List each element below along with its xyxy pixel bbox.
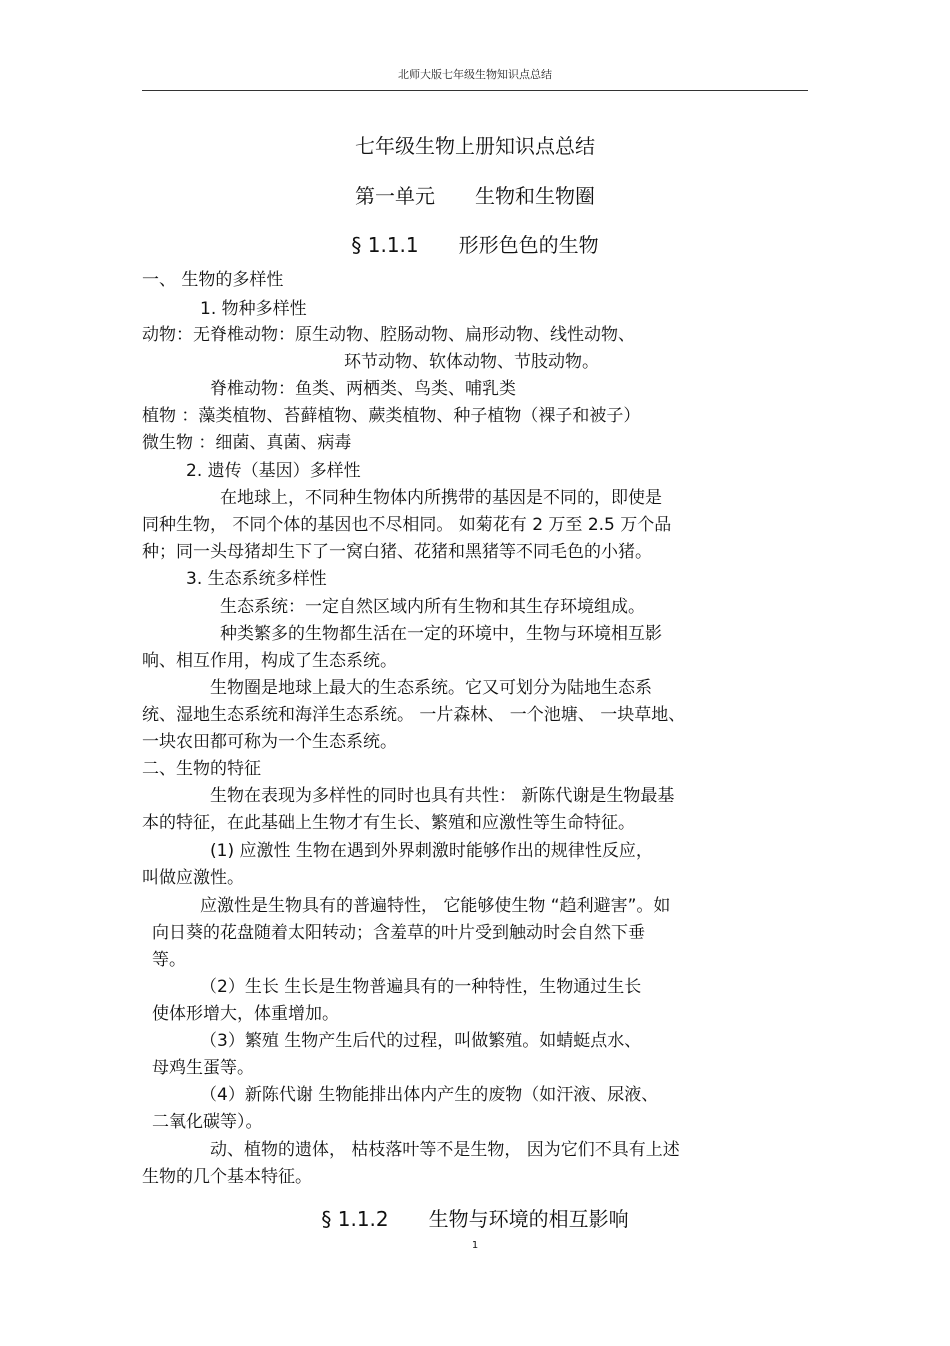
text-line: 种类繁多的生物都生活在一定的环境中，生物与环境相互影: [220, 624, 662, 644]
text-line: 植物 ：藻类植物、苔藓植物、蕨类植物、种子植物（裸子和被子）: [142, 406, 641, 426]
text-line: 环节动物、软体动物、节肢动物。: [344, 352, 599, 372]
text-line: 一、 生物的多样性: [142, 270, 284, 290]
unit-heading: [0, 180, 950, 209]
text-line: 本的特征，在此基础上生物才有生长、繁殖和应激性等生命特征。: [142, 813, 635, 833]
text-line: （2）生长 生长是生物普遍具有的一种特性，生物通过生长: [200, 977, 642, 997]
text-line: 向日葵的花盘随着太阳转动；含羞草的叶片受到触动时会自然下垂: [152, 923, 645, 943]
text-line: (1) 应激性 生物在遇到外界刺激时能够作出的规律性反应，: [210, 841, 653, 861]
text-line: 一块农田都可称为一个生态系统。: [142, 732, 397, 752]
text-line: （4）新陈代谢 生物能排出体内产生的废物（如汗液、尿液、: [200, 1085, 659, 1105]
text-line: 动、植物的遗体， 枯枝落叶等不是生物， 因为它们不具有上述: [210, 1140, 680, 1160]
text-line: 二氧化碳等）。: [152, 1112, 263, 1132]
text-line: 二、生物的特征: [142, 759, 261, 779]
text-line: 脊椎动物：鱼类、两栖类、鸟类、哺乳类: [210, 379, 516, 399]
page-number: 1: [471, 1240, 479, 1251]
text-line: 在地球上，不同种生物体内所携带的基因是不同的，即使是: [220, 488, 662, 508]
text-line: 2. 遗传（基因）多样性: [186, 461, 361, 481]
text-line: 叫做应激性。: [142, 868, 244, 888]
next-section-name: 生物与环境的相互影响: [428, 1207, 629, 1231]
page-header: 北师大版七年级生物知识点总结: [398, 68, 552, 81]
text-line: 生物在表现为多样性的同时也具有共性： 新陈代谢是生物最基: [210, 786, 675, 806]
text-line: 生物的几个基本特征。: [142, 1167, 312, 1187]
section-number: § 1.1.1: [351, 233, 419, 257]
text-line: 1. 物种多样性: [200, 299, 307, 319]
document-title: 七年级生物上册知识点总结: [355, 134, 595, 158]
next-section-heading: [0, 1203, 950, 1232]
header-rule: [142, 90, 808, 91]
text-line: 种；同一头母猪却生下了一窝白猪、花猪和黑猪等不同毛色的小猪。: [142, 542, 652, 562]
section-name: 形形色色的生物: [458, 233, 599, 257]
text-line: （3）繁殖 生物产生后代的过程，叫做繁殖。如蜻蜓点水、: [200, 1031, 642, 1051]
text-line: 统、湿地生态系统和海洋生态系统。 一片森林、 一个池塘、 一块草地、: [142, 705, 686, 725]
next-section-number: § 1.1.2: [321, 1207, 389, 1231]
section-heading: [0, 229, 950, 258]
text-line: 微生物 ：细菌、真菌、病毒: [142, 433, 352, 453]
text-line: 母鸡生蛋等。: [152, 1058, 254, 1078]
text-line: 动物：无脊椎动物：原生动物、腔肠动物、扁形动物、线性动物、: [142, 325, 635, 345]
unit-name: 生物和生物圈: [475, 184, 595, 208]
text-line: 应激性是生物具有的普遍特性， 它能够使生物 “趋利避害”。如: [200, 896, 671, 916]
text-line: 3. 生态系统多样性: [186, 569, 327, 589]
text-line: 生物圈是地球上最大的生态系统。它又可划分为陆地生态系: [210, 678, 652, 698]
text-line: 等。: [152, 950, 186, 970]
text-line: 同种生物， 不同个体的基因也不尽相同。 如菊花有 2 万至 2.5 万个品: [142, 515, 672, 535]
text-line: 响、相互作用，构成了生态系统。: [142, 651, 397, 671]
text-line: 生态系统：一定自然区域内所有生物和其生存环境组成。: [220, 597, 645, 617]
unit-label: 第一单元: [355, 184, 435, 208]
text-line: 使体形增大，体重增加。: [152, 1004, 339, 1024]
